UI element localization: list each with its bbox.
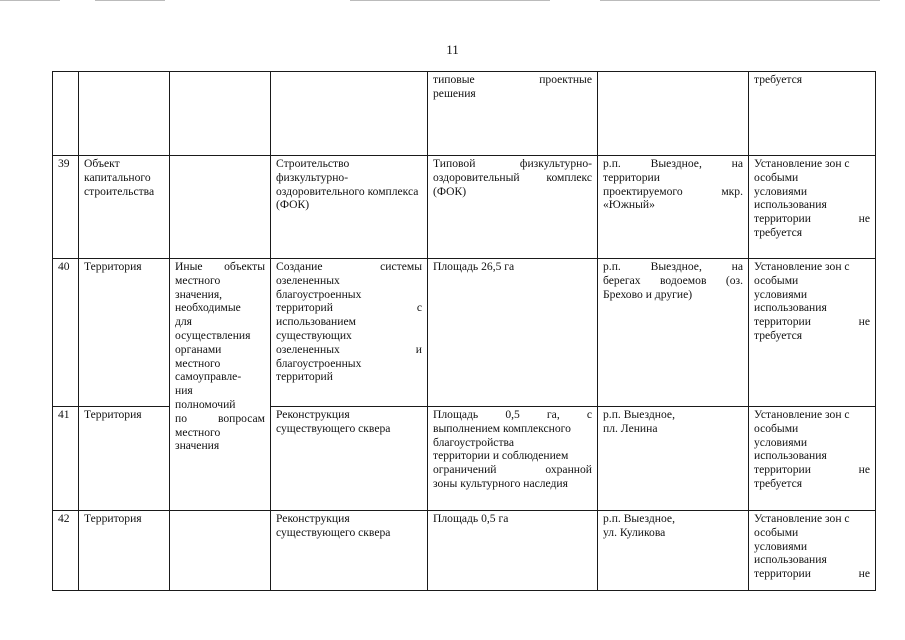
zone-requirements — [749, 407, 876, 511]
object-type: Территория — [79, 511, 170, 591]
purpose-line: для — [175, 315, 193, 329]
location-line: р.п. Выездное, — [603, 512, 675, 525]
characteristics-line: решения — [433, 86, 476, 100]
purpose-line: значения, — [175, 287, 223, 301]
purpose-line: Иные объекты — [175, 260, 265, 273]
object-purpose — [170, 72, 271, 156]
object-name — [271, 72, 428, 156]
zones-line: использования — [754, 301, 827, 315]
zones-line: требуется — [754, 328, 803, 342]
location-line: р.п. Выездное, — [603, 408, 675, 421]
object-name — [271, 259, 428, 407]
object-type: Территория — [79, 259, 170, 407]
object-location — [598, 511, 749, 591]
row-number — [53, 72, 79, 156]
characteristics-line: ограничений охранной — [433, 463, 592, 477]
name-line: Создание системы — [276, 260, 422, 273]
purpose-line: местного — [175, 356, 221, 370]
zones-line: особыми — [754, 170, 799, 184]
zones-line: особыми — [754, 273, 799, 287]
zone-requirements — [749, 156, 876, 259]
zones-line: условиями — [754, 539, 808, 553]
object-characteristics — [428, 156, 598, 259]
characteristics-line: выполнением комплексного — [433, 421, 571, 435]
purpose-line: осуществления — [175, 328, 251, 342]
table-row — [53, 156, 876, 259]
zones-line: Установление зон с — [754, 260, 850, 273]
zone-requirements — [749, 511, 876, 591]
zone-requirements — [749, 72, 876, 156]
zones-line: использования — [754, 553, 827, 567]
name-line: территорий — [276, 370, 333, 384]
location-line: проектируемого мкр. — [603, 184, 743, 198]
object-name — [271, 511, 428, 591]
zone-requirements — [749, 259, 876, 407]
zones-line: Установление зон с — [754, 157, 850, 170]
zones-line: использования — [754, 449, 827, 463]
purpose-line: самоуправле- — [175, 370, 242, 384]
name-line: существующих — [276, 328, 352, 342]
row-number: 41 — [53, 407, 79, 511]
object-characteristics — [428, 259, 598, 407]
zones-line: территории не — [754, 315, 870, 329]
characteristics-line: Типовой физкультурно- — [433, 157, 592, 170]
purpose-line: местного — [175, 273, 221, 287]
zones-line: территории не — [754, 567, 870, 581]
object-location — [598, 72, 749, 156]
name-line: озелененных — [276, 273, 340, 287]
object-characteristics — [428, 511, 598, 591]
row-number: 40 — [53, 259, 79, 407]
scan-edge — [0, 0, 905, 2]
characteristics-line: (ФОК) — [433, 184, 467, 198]
zones-line: Установление зон с — [754, 408, 850, 421]
zones-line: особыми — [754, 525, 799, 539]
object-type: Объект капитального строительства — [79, 156, 170, 259]
purpose-line: по вопросам — [175, 411, 265, 425]
characteristics-line: оздоровительный комплекс — [433, 170, 592, 184]
characteristics-line: Площадь 0,5 га, с — [433, 408, 592, 421]
table-row — [53, 259, 876, 407]
characteristics-line: благоустройства — [433, 435, 514, 449]
name-line: территорий с — [276, 301, 422, 315]
zones-line: Установление зон с — [754, 512, 850, 525]
location-line: территории — [603, 170, 660, 184]
purpose-line: необходимые — [175, 301, 241, 315]
object-name — [271, 407, 428, 511]
object-purpose — [170, 511, 271, 591]
characteristics-line: Площадь 26,5 га — [433, 260, 515, 273]
name-line: благоустроенных — [276, 356, 362, 370]
location-line: ул. Куликова — [603, 525, 666, 539]
zones-line: требуется — [754, 225, 803, 239]
object-characteristics — [428, 72, 598, 156]
characteristics-line: типовые проектные — [433, 73, 592, 86]
object-location — [598, 259, 749, 407]
zones-line: требуется — [754, 73, 803, 86]
zones-line: условиями — [754, 435, 808, 449]
name-line: Реконструкция — [276, 512, 350, 525]
location-line: «Южный» — [603, 198, 655, 212]
object-type: Территория — [79, 407, 170, 511]
object-name: Строительство физкультурно-оздоровительного комплекса (ФОК) — [271, 156, 428, 259]
location-line: р.п. Выездное, на — [603, 157, 743, 170]
name-line: благоустроенных — [276, 287, 362, 301]
page-number: 11 — [446, 42, 459, 57]
zones-line: требуется — [754, 476, 803, 490]
object-location — [598, 156, 749, 259]
row-number: 42 — [53, 511, 79, 591]
name-line: существующего сквера — [276, 421, 391, 435]
name-line: использованием — [276, 315, 356, 329]
table-row — [53, 72, 876, 156]
object-purpose — [170, 156, 271, 259]
characteristics-line: территории и соблюдением — [433, 449, 569, 463]
purpose-line: местного — [175, 425, 221, 439]
zones-line: территории не — [754, 212, 870, 226]
row-number: 39 — [53, 156, 79, 259]
object-type — [79, 72, 170, 156]
zones-line: использования — [754, 198, 827, 212]
zones-line: территории не — [754, 463, 870, 477]
characteristics-line: Площадь 0,5 га — [433, 512, 509, 525]
purpose-line: значения — [175, 439, 220, 453]
location-line: пл. Ленина — [603, 421, 658, 435]
location-line: берегах водоемов (оз. — [603, 273, 743, 287]
characteristics-line: зоны культурного наследия — [433, 476, 568, 490]
zones-line: особыми — [754, 421, 799, 435]
location-line: Брехово и другие) — [603, 287, 693, 301]
purpose-line: органами — [175, 342, 222, 356]
object-purpose — [170, 259, 271, 511]
objects-table — [52, 71, 876, 591]
purpose-line: полномочий — [175, 397, 236, 411]
object-characteristics — [428, 407, 598, 511]
location-line: р.п. Выездное, на — [603, 260, 743, 273]
purpose-line: ния — [175, 384, 193, 398]
object-location — [598, 407, 749, 511]
table-row — [53, 511, 876, 591]
name-line: Реконструкция — [276, 408, 350, 421]
name-line: существующего сквера — [276, 525, 391, 539]
zones-line: условиями — [754, 287, 808, 301]
name-line: озелененных и — [276, 342, 422, 356]
zones-line: условиями — [754, 184, 808, 198]
